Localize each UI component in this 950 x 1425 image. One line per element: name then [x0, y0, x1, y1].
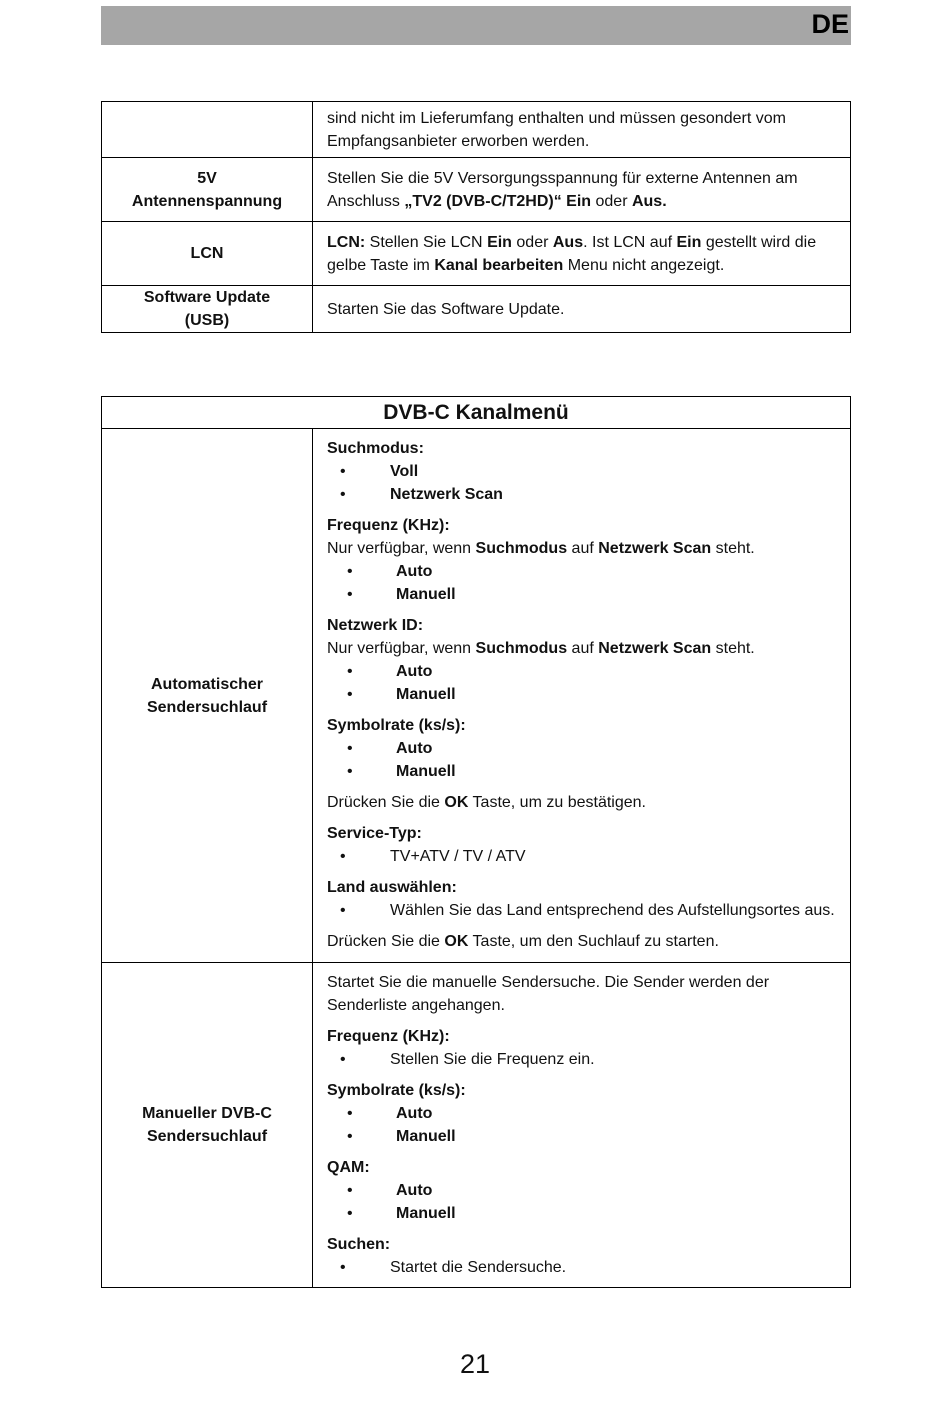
list-item	[327, 760, 836, 783]
label-line: Software Update	[143, 289, 271, 306]
label-line: Sendersuchlauf	[146, 698, 268, 716]
list-item	[327, 660, 836, 683]
settings-table	[101, 101, 851, 333]
label-line: 5V	[197, 169, 217, 187]
section-heading: Symbolrate (ks/s):	[327, 1082, 466, 1099]
row-label	[102, 222, 313, 286]
list-item	[327, 683, 836, 706]
list-item-text: Auto	[396, 563, 433, 580]
text: Stellen Sie die 5V Versorgungsspannung für externe Antennen am Anschluss	[327, 169, 798, 210]
bullet-list	[327, 560, 836, 606]
section-frequenz	[327, 514, 836, 606]
section-heading: QAM:	[327, 1159, 370, 1176]
bold-text: Ein	[676, 233, 702, 251]
table-row	[102, 429, 851, 963]
list-item-text: Startet die Sendersuche.	[390, 1259, 567, 1276]
section-service-typ	[327, 822, 836, 868]
section-heading: Service-Typ:	[327, 825, 422, 842]
list-item	[327, 845, 836, 868]
bold-text: Suchmodus	[475, 640, 568, 657]
row-description	[313, 102, 851, 158]
header-bar	[101, 6, 851, 45]
list-item-text: Manuell	[396, 1205, 456, 1222]
section-note	[327, 637, 836, 660]
row-description	[313, 158, 851, 222]
bullet-list	[327, 460, 836, 506]
bullet-list	[327, 660, 836, 706]
section-suchmodus	[327, 437, 836, 506]
section-suchen	[327, 1233, 836, 1279]
label-line: LCN	[190, 245, 224, 262]
text: auf	[567, 640, 599, 657]
list-item-text: Auto	[396, 663, 433, 680]
table-row	[102, 286, 851, 333]
text: steht.	[711, 540, 755, 557]
row-label	[102, 158, 313, 222]
row-description	[313, 429, 851, 963]
section-heading: Land auswählen:	[327, 879, 457, 896]
table-row	[102, 222, 851, 286]
bullet-list	[327, 845, 836, 868]
section-heading: Netzwerk ID:	[327, 617, 424, 634]
bold-text: OK	[444, 933, 469, 950]
row-text: Starten Sie das Software Update.	[327, 300, 565, 318]
table-title: DVB-C Kanalmenü	[102, 397, 851, 429]
start-note	[327, 930, 836, 953]
bold-text: Aus	[552, 233, 584, 251]
text: gestellt wird die gelbe Taste im	[327, 233, 817, 274]
text: Stellen Sie LCN	[365, 233, 488, 251]
list-item-text: Manuell	[396, 1128, 456, 1145]
list-item	[327, 1048, 836, 1071]
row-description	[313, 963, 851, 1288]
row-label	[102, 963, 313, 1288]
bullet-list	[327, 1256, 836, 1279]
bullet-list	[327, 1179, 836, 1225]
list-item-text: Auto	[396, 1105, 433, 1122]
section-heading: Symbolrate (ks/s):	[327, 717, 466, 734]
text: auf	[567, 540, 599, 557]
list-item-text: Voll	[390, 463, 419, 480]
list-item-text: TV+ATV / TV / ATV	[390, 848, 526, 865]
list-item-text: Stellen Sie die Frequenz ein.	[390, 1051, 595, 1068]
section-heading: Suchmodus:	[327, 440, 424, 457]
list-item-text: Wählen Sie das Land entsprechend des Aufstellungsortes aus.	[390, 902, 835, 919]
list-item-text: Netzwerk Scan	[390, 486, 503, 503]
text: Drücken Sie die	[327, 933, 445, 950]
text: Nur verfügbar, wenn	[327, 540, 476, 557]
list-item	[327, 483, 836, 506]
list-item-text: Manuell	[396, 686, 456, 703]
section-heading: Frequenz (KHz):	[327, 1028, 450, 1045]
label-line: (USB)	[184, 312, 230, 329]
section-qam	[327, 1156, 836, 1225]
section-heading: Suchen:	[327, 1236, 391, 1253]
section-heading: Frequenz (KHz):	[327, 517, 450, 534]
text: Taste, um den Suchlauf zu starten.	[468, 933, 719, 950]
confirm-note	[327, 791, 836, 814]
section-symbolrate	[327, 714, 836, 783]
list-item	[327, 460, 836, 483]
label-line: Sendersuchlauf	[146, 1128, 268, 1145]
row-description	[313, 286, 851, 333]
list-item	[327, 899, 836, 922]
row-label	[102, 429, 313, 963]
table-row	[102, 102, 851, 158]
text: oder	[591, 192, 632, 210]
text: steht.	[711, 640, 755, 657]
list-item	[327, 1125, 836, 1148]
bullet-list	[327, 1048, 836, 1071]
row-label	[102, 102, 313, 158]
text: Nur verfügbar, wenn	[327, 640, 476, 657]
list-item-text: Auto	[396, 1182, 433, 1199]
section-symbolrate	[327, 1079, 836, 1148]
bullet-list	[327, 1102, 836, 1148]
bullet-list	[327, 737, 836, 783]
text: Taste, um zu bestätigen.	[468, 794, 646, 811]
bold-text: Aus.	[631, 192, 667, 210]
text: Menu nicht angezeigt.	[563, 256, 725, 274]
bold-text: Kanal bearbeiten	[434, 256, 564, 274]
bold-text: Netzwerk Scan	[598, 640, 712, 657]
section-frequenz	[327, 1025, 836, 1071]
bold-text: „TV2 (DVB-C/T2HD)“ Ein	[404, 192, 592, 210]
list-item-text: Manuell	[396, 586, 456, 603]
list-item	[327, 1256, 836, 1279]
language-label: DE	[811, 9, 849, 39]
intro-text: Startet Sie die manuelle Sendersuche. Die Sender werden der Senderliste angehangen.	[327, 974, 770, 1014]
bold-text: Suchmodus	[475, 540, 568, 557]
bold-text: Ein	[487, 233, 512, 251]
bold-text: Netzwerk Scan	[598, 540, 712, 557]
section-netzwerk-id	[327, 614, 836, 706]
list-item-text: Manuell	[396, 763, 456, 780]
text: . Ist LCN auf	[583, 233, 677, 251]
list-item-text: Auto	[396, 740, 433, 757]
table-title-row	[102, 397, 851, 429]
list-item	[327, 560, 836, 583]
section-note	[327, 537, 836, 560]
text: oder	[511, 233, 553, 251]
list-item	[327, 1102, 836, 1125]
row-text: sind nicht im Lieferumfang enthalten und müssen gesondert vom Empfangsanbieter erworben werden.	[327, 109, 786, 150]
text: Drücken Sie die	[327, 794, 445, 811]
list-item	[327, 583, 836, 606]
list-item	[327, 1202, 836, 1225]
bullet-list	[327, 899, 836, 922]
table-row	[102, 963, 851, 1288]
section-land	[327, 876, 836, 922]
row-label	[102, 286, 313, 333]
list-item	[327, 1179, 836, 1202]
dvbc-channel-menu-table	[101, 396, 851, 1288]
row-description	[313, 222, 851, 286]
page-number: 21	[459, 1349, 491, 1379]
bold-text: LCN:	[327, 233, 366, 251]
bold-text: OK	[444, 794, 469, 811]
label-line: Automatischer	[150, 675, 264, 693]
table-row	[102, 158, 851, 222]
label-line: Manueller DVB-C	[142, 1105, 272, 1122]
label-line: Antennenspannung	[131, 192, 283, 210]
list-item	[327, 737, 836, 760]
